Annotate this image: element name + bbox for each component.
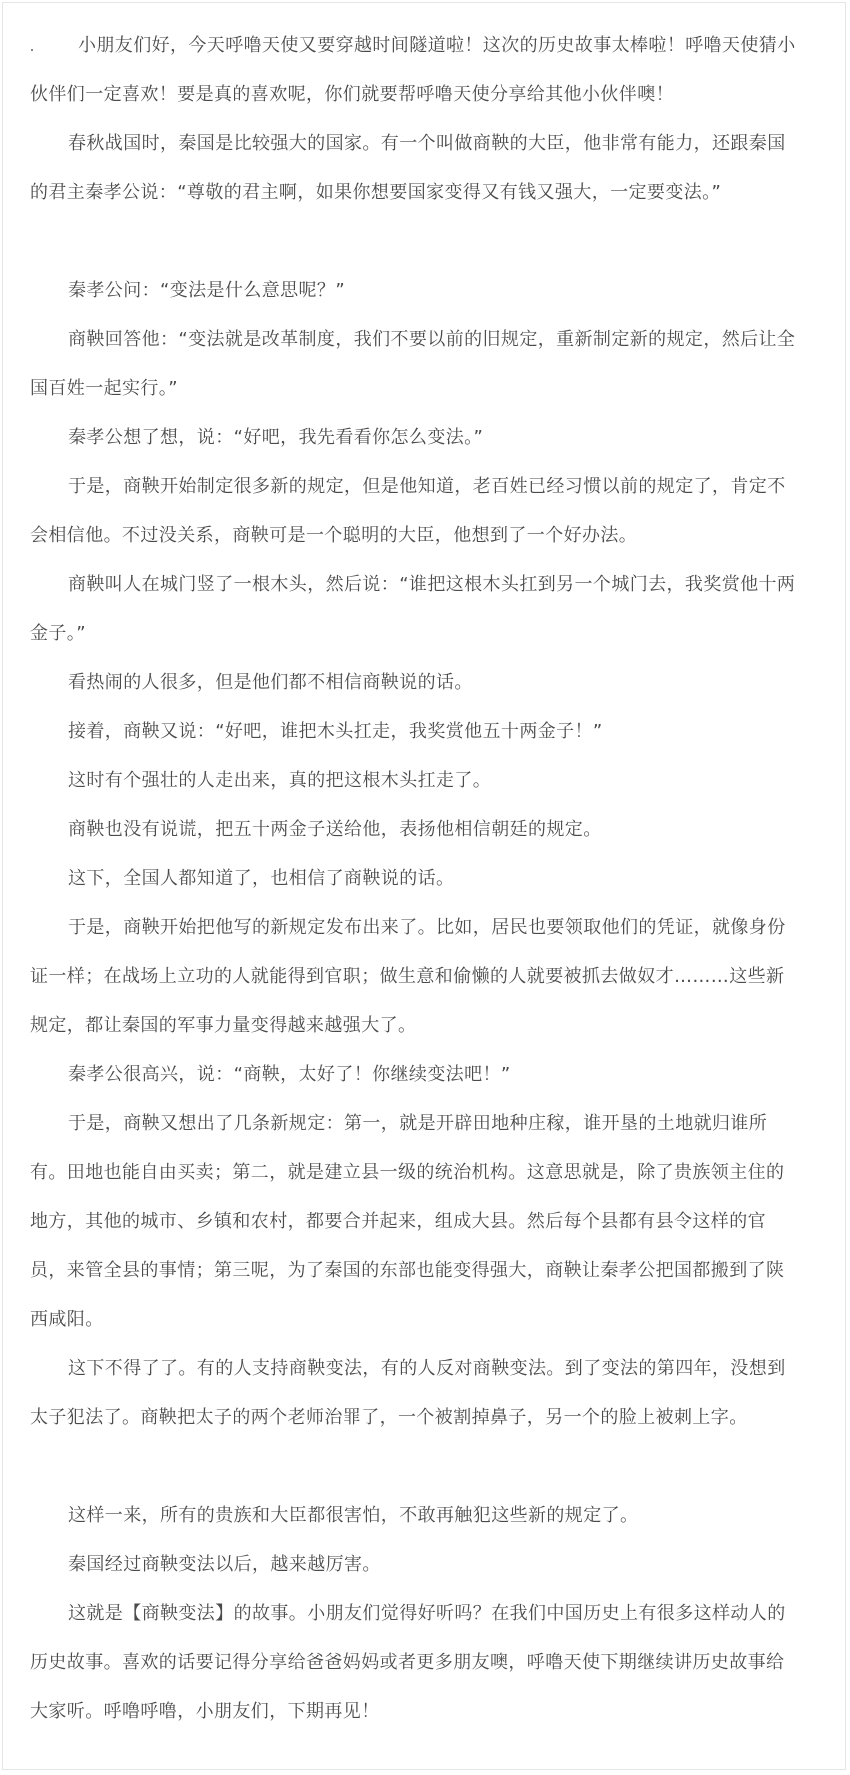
paragraph-nobles-afraid: 这样一来，所有的贵族和大臣都很害怕，不敢再触犯这些新的规定了。 [68,1505,639,1526]
paragraph-reward: 商鞅也没有说谎，把五十两金子送给他，表扬他相信朝廷的规定。 [68,819,602,840]
paragraph-plan: 于是，商鞅开始制定很多新的规定，但是他知道，老百姓已经习惯以前的规定了，肯定不会相信他。不过没关系，商鞅可是一个聪明的大臣，他想到了一个好办法。 [30,476,786,546]
story-article [30,21,800,1736]
paragraph-agree: 秦孝公想了想，说：“好吧，我先看看你怎么变法。” [68,427,484,448]
paragraph-prince: 这下不得了了。有的人支持商鞅变法，有的人反对商鞅变法。到了变法的第四年，没想到太子犯法了。商鞅把太子的两个老师治罪了，一个被割掉鼻子，另一个的脸上被刺上字。 [30,1358,786,1428]
paragraph-outro: 这就是【商鞅变法】的故事。小朋友们觉得好听吗？在我们中国历史上有很多这样动人的历史故事。喜欢的话要记得分享给爸爸妈妈或者更多朋友噢，呼噜天使下期继续讲历史故事给大家听。呼噜呼噜，小朋友们，下期再见！ [30,1603,786,1722]
paragraph-strong-man: 这时有个强壮的人走出来，真的把这根木头扛走了。 [68,770,492,791]
paragraph-wood-offer: 商鞅叫人在城门竖了一根木头，然后说：“谁把这根木头扛到另一个城门去，我奖赏他十两金子。” [30,574,796,644]
paragraph-spacer [30,1442,800,1491]
paragraph-new-rules: 于是，商鞅开始把他写的新规定发布出来了。比如，居民也要领取他们的凭证，就像身份证一样；在战场上立功的人就能得到官职；做生意和偷懒的人就要被抓去做奴才………这些新规定，都让秦国的军事力量变得越来越强大了。 [30,917,786,1036]
paragraph-qin-strong: 秦国经过商鞅变法以后，越来越厉害。 [68,1554,381,1575]
paragraph-answer: 商鞅回答他：“变法就是改革制度，我们不要以前的旧规定，重新制定新的规定，然后让全国百姓一起实行。” [30,329,796,399]
paragraph-question: 秦孝公问：“变法是什么意思呢？” [68,280,346,301]
paragraph-background: 春秋战国时，秦国是比较强大的国家。有一个叫做商鞅的大臣，他非常有能力，还跟秦国的君主秦孝公说：“尊敬的君主啊，如果你想要国家变得又有钱又强大，一定要变法。” [30,133,786,203]
paragraph-intro: 小朋友们好，今天呼噜天使又要穿越时间隧道啦！这次的历史故事太棒啦！呼噜天使猜小伙伴们一定喜欢！要是真的喜欢呢，你们就要帮呼噜天使分享给其他小伙伴噢！ [30,35,796,105]
paragraph-spacer [30,217,800,266]
paragraph-trust: 这下，全国人都知道了，也相信了商鞅说的话。 [68,868,455,889]
paragraph-crowd: 看热闹的人很多，但是他们都不相信商鞅说的话。 [68,672,473,693]
paragraph-king-happy: 秦孝公很高兴，说：“商鞅，太好了！你继续变法吧！” [68,1064,511,1085]
paragraph-more-rules: 于是，商鞅又想出了几条新规定：第一，就是开辟田地种庄稼，谁开垦的土地就归谁所有。田地也能自由买卖；第二，就是建立县一级的统治机构。这意思就是，除了贵族领主住的地方，其他的城市、乡镇和农村，都要合并起来，组成大县。然后每个县都有县令这样的官员，来管全县的事情；第三呢，为了秦国的东部也能变得强大，商鞅让秦孝公把国都搬到了陕西咸阳。 [30,1113,785,1330]
paragraph-second-offer: 接着，商鞅又说：“好吧，谁把木头扛走，我奖赏他五十两金子！” [68,721,603,742]
